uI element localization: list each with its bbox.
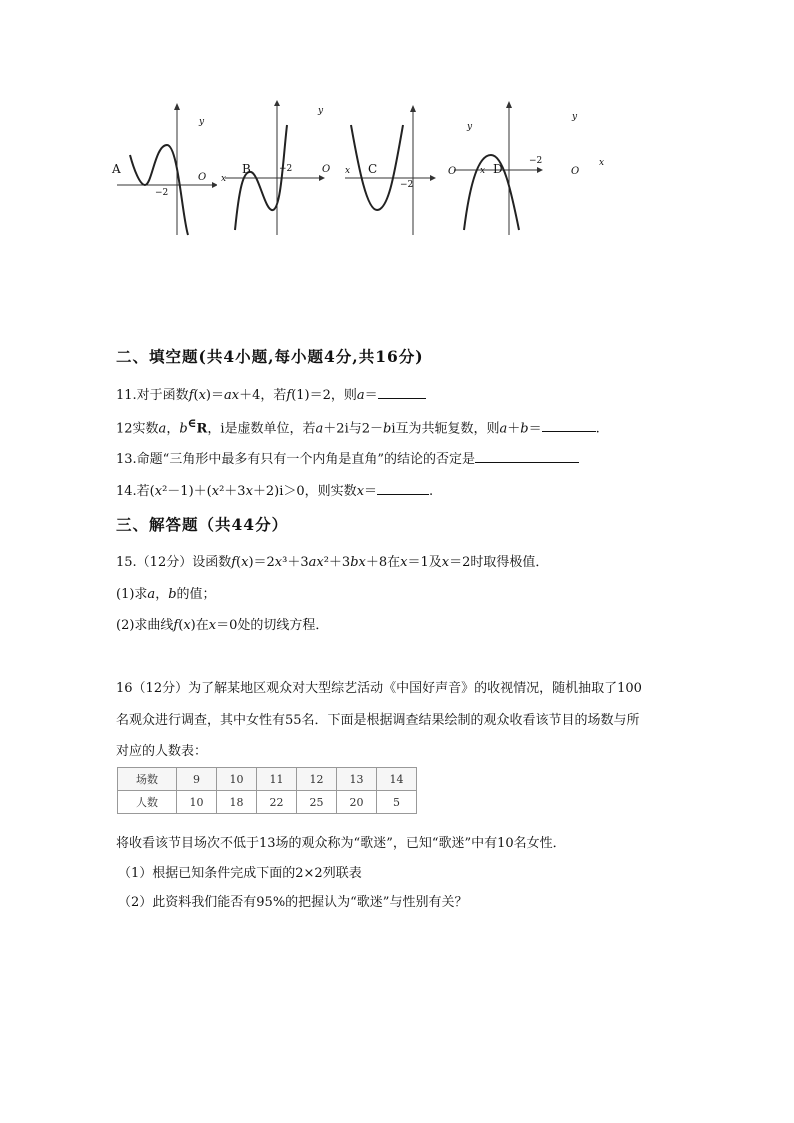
q12-text: ＝: [528, 421, 542, 437]
q14-x: x: [245, 484, 253, 499]
q13-text: 13.命题“三角形中最多有只有一个内角是直角”的结论的否定是: [116, 452, 475, 467]
graph-a-x-label: x: [221, 174, 227, 184]
q14-text: ＋2)i＞0，则实数: [252, 484, 357, 499]
table-cell: 12: [297, 768, 337, 791]
table-cell: 人数: [118, 791, 177, 814]
graph-a-origin: O: [198, 172, 207, 183]
q11-answer-blank[interactable]: [378, 386, 426, 399]
section-2-title: 二、填空题(共4小题,每小题4分,共16分): [116, 347, 424, 366]
q15-p1-text: (1)求: [116, 587, 148, 602]
q15-p2-x: x: [183, 618, 191, 633]
q15-text: )＝2: [248, 555, 275, 570]
q12-b: b: [520, 421, 529, 437]
table-cell: 10: [217, 768, 257, 791]
q15-p2-text: ＝0处的切线方程．: [216, 618, 329, 633]
q14-text: 14.若(: [116, 484, 155, 499]
graph-d-origin: O: [571, 166, 580, 177]
q12-element-of: ∈: [187, 416, 197, 430]
table-header-row: [118, 768, 417, 791]
q15-text: ＋8在: [365, 555, 401, 570]
graph-a-y-label: y: [199, 117, 205, 127]
graph-b-label: B: [242, 162, 251, 176]
table-row: [118, 791, 417, 814]
graph-b-y-label: y: [318, 106, 324, 116]
q12-b: b: [383, 421, 392, 437]
q11-text: (1)＝2，则: [291, 388, 357, 403]
question-15-part-2: [116, 614, 328, 633]
q12-text: ＋: [507, 421, 521, 437]
table-cell: 18: [217, 791, 257, 814]
q15-p1-a: a: [147, 587, 156, 602]
q12-text: ＋2i与2－: [323, 421, 383, 437]
q15-text: ＝2时取得极值．: [449, 555, 549, 570]
section-3-title: 三、解答题（共44分）: [116, 515, 289, 534]
q15-text: (: [236, 555, 242, 570]
graph-c-origin: O: [448, 166, 457, 177]
q12-a: a: [315, 421, 324, 437]
q11-a: a: [356, 388, 365, 403]
graph-c-plot: [335, 100, 445, 240]
q12-b: b: [179, 421, 188, 437]
table-cell: 20: [337, 791, 377, 814]
graph-d-label: D: [493, 162, 503, 176]
graph-c-label: C: [368, 162, 378, 176]
option-graphs: [112, 100, 612, 240]
q11-text: (: [193, 388, 199, 403]
q15-x: x: [241, 555, 249, 570]
q14-text: ＝: [364, 484, 378, 499]
q15-x: x: [400, 555, 408, 570]
q15-x: x: [441, 555, 450, 570]
question-16-definition: 将收看该节目场次不低于13场的观众称为“歌迷”，已知“歌迷”中有10名女性．: [116, 836, 566, 851]
q15-p2-x: x: [208, 618, 217, 633]
question-13: [116, 448, 579, 467]
q14-x: x: [154, 484, 163, 499]
table-cell: 10: [177, 791, 217, 814]
table-cell: 5: [377, 791, 417, 814]
q12-text: ，: [166, 421, 180, 437]
q11-text: )＝: [205, 388, 224, 403]
q15-text: ＝1及: [407, 555, 442, 570]
graph-d-tick: −2: [529, 156, 543, 166]
q15-p2-text: (: [178, 618, 184, 633]
q15-x: x: [274, 555, 283, 570]
question-16-line-2: 名观众进行调查，其中女性有55名．下面是根据调查结果绘制的观众收看该节目的场数与所: [116, 713, 640, 728]
q12-text: 12实数: [116, 421, 159, 437]
q12-a: a: [499, 421, 508, 437]
question-14: [116, 480, 433, 499]
question-15-part-1: [116, 583, 216, 602]
q11-ax: ax: [224, 388, 240, 403]
q15-p2-f: f: [173, 618, 179, 633]
graph-c-y-label: y: [467, 122, 473, 132]
graph-d-y-label: y: [572, 112, 578, 122]
graph-b-origin: O: [322, 164, 331, 175]
q15-p1-text: 的值；: [176, 587, 216, 602]
q12-text: ，i是虚数单位，若: [207, 421, 316, 437]
q15-text: ³＋3: [282, 555, 309, 570]
q11-f: f: [286, 388, 292, 403]
q15-f: f: [231, 555, 237, 570]
q15-ax: ax: [308, 555, 324, 570]
q12-answer-blank[interactable]: [542, 419, 596, 432]
q13-answer-blank[interactable]: [475, 450, 579, 463]
q14-x: x: [211, 484, 220, 499]
table-cell: 13: [337, 768, 377, 791]
table-cell: 14: [377, 768, 417, 791]
q15-p1-text: ，: [155, 587, 169, 602]
q14-text: ²－1)＋(: [162, 484, 212, 499]
table-cell: 25: [297, 791, 337, 814]
viewing-count-table: [117, 767, 417, 814]
question-11: [116, 384, 426, 403]
table-cell: 22: [257, 791, 297, 814]
question-16-part-2: （2）此资料我们能否有95%的把握认为“歌迷”与性别有关？: [118, 895, 468, 910]
q11-x: x: [198, 388, 206, 403]
table-cell: 9: [177, 768, 217, 791]
graph-b-x-label: x: [345, 166, 351, 176]
q15-p2-text: (2)求曲线: [116, 618, 174, 633]
q11-f: f: [188, 388, 194, 403]
q15-p1-b: b: [168, 587, 177, 602]
table-cell: 11: [257, 768, 297, 791]
graph-c-tick: −2: [400, 180, 414, 190]
q14-text: .: [429, 484, 434, 499]
q12-reals: R: [196, 421, 208, 437]
q14-x: x: [356, 484, 365, 499]
graph-d-x-label: x: [599, 158, 605, 168]
graph-a-label: A: [112, 162, 121, 176]
q15-text: ²＋3: [323, 555, 351, 570]
question-16-line-3: 对应的人数表：: [116, 744, 208, 759]
question-12: [116, 416, 600, 436]
q15-p2-text: )在: [190, 618, 209, 633]
question-15: [116, 551, 548, 570]
graph-b-tick: −2: [279, 164, 293, 174]
q11-text: 11.对于函数: [116, 388, 189, 403]
q12-text: i互为共轭复数，则: [391, 421, 500, 437]
q12-text: .: [595, 421, 600, 437]
q12-a: a: [158, 421, 167, 437]
graph-c-x-label: x: [480, 166, 486, 176]
q15-text: 15.（12分）设函数: [116, 555, 232, 570]
q11-text: ＋4，若: [239, 388, 287, 403]
question-16-line-1: 16（12分）为了解某地区观众对大型综艺活动《中国好声音》的收视情况，随机抽取了100: [116, 681, 642, 696]
q14-answer-blank[interactable]: [377, 482, 429, 495]
table-cell: 场数: [118, 768, 177, 791]
graph-b-plot: [221, 100, 331, 240]
q14-text: ²＋3: [219, 484, 246, 499]
question-16-part-1: （1）根据已知条件完成下面的2×2列联表: [118, 866, 362, 881]
graph-a-tick: −2: [155, 188, 169, 198]
q11-text: ＝: [364, 388, 378, 403]
q15-bx: bx: [350, 555, 366, 570]
